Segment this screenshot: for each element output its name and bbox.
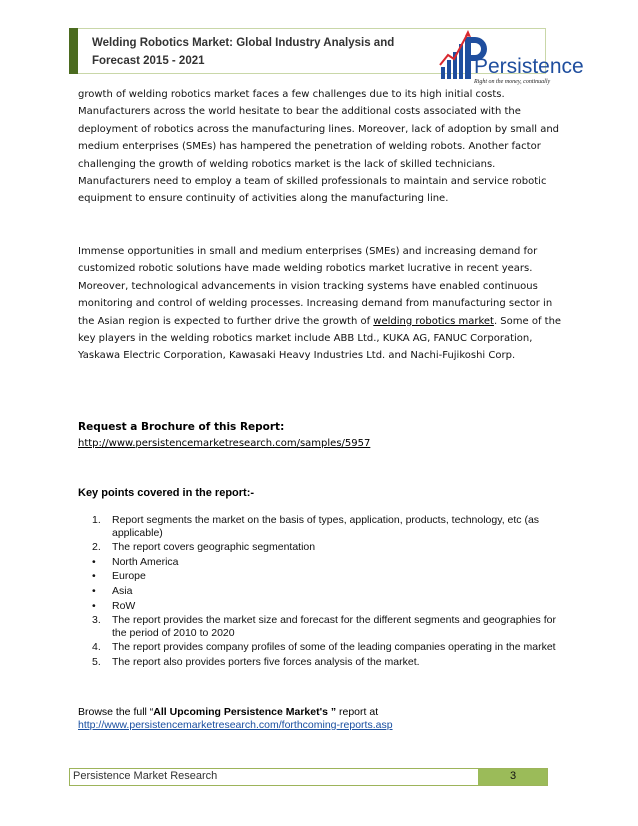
brochure-heading: Request a Brochure of this Report: (78, 421, 285, 433)
logo-wordmark: Persistence (474, 55, 584, 78)
welding-robotics-market-link[interactable]: welding robotics market (373, 315, 494, 327)
list-item-text: Report segments the market on the basis of types, application, products, technology, etc (as applicable) (112, 514, 540, 539)
list-marker: 3. (92, 614, 101, 627)
list-marker: • (92, 584, 96, 597)
list-marker: 4. (92, 641, 101, 654)
list-item (78, 514, 568, 539)
list-item-text: Asia (112, 584, 133, 597)
list-item (78, 541, 568, 554)
list-item (78, 585, 568, 598)
header-accent-bar (69, 28, 78, 74)
list-item-text: North America (112, 555, 179, 568)
paragraph-challenges: growth of welding robotics market faces a few challenges due to its high initial costs. Manufacturers across the world hesitate to bear the additional costs associated with the deployment of robotics across the manufacturing lines. Moreover, lack of adoption by small and medium enterprises (SMEs) has hampered the penetration of welding robots. Another factor challenging the growth of welding robotics market is the lack of skilled technicians. Manufacturers need to employ a team of skilled professionals to maintain and service robotic equipment to ensure continuity of activities along the manufacturing line. (78, 89, 560, 205)
list-item-text: The report covers geographic segmentation (112, 541, 316, 554)
list-item (78, 656, 568, 669)
key-points-list (78, 514, 568, 671)
list-marker: • (92, 570, 96, 583)
list-item (78, 641, 568, 654)
list-item (78, 614, 568, 639)
list-item-text: The report provides the market size and forecast for the different segments and geographies for the period of 2010 to 2020 (112, 614, 556, 639)
title-line-2: Forecast 2015 - 2021 (92, 55, 205, 67)
list-marker: • (92, 599, 96, 612)
brochure-link[interactable]: http://www.persistencemarketresearch.com/samples/5957 (78, 438, 371, 449)
list-marker: 2. (92, 541, 101, 554)
logo-tagline: Right on the money, continually (474, 79, 551, 85)
list-marker: 1. (92, 514, 101, 526)
paragraph-opportunities (78, 243, 568, 365)
paragraph2-text-before: Immense opportunities in small and medium enterprises (SMEs) and increasing demand for customized robotic solutions have made welding robotics market lucrative in recent years. Moreover, technological advancements in vision tracking systems have enabled continuous monitoring and control of welding processes. Increasing demand from manufacturing sector in the Asian region is expected to further drive the growth of (78, 246, 553, 327)
title-line-1: Welding Robotics Market: Global Industry Analysis and (92, 37, 395, 49)
browse-text (78, 706, 378, 719)
key-points-heading: Key points covered in the report:- (78, 487, 255, 499)
forthcoming-reports-link[interactable]: http://www.persistencemarketresearch.com/forthcoming-reports.asp (78, 719, 393, 731)
page-number: 3 (510, 770, 517, 782)
list-item (78, 570, 568, 583)
list-marker: 5. (92, 655, 101, 668)
page-title (92, 34, 412, 70)
list-item (78, 600, 568, 613)
list-item-text: Europe (112, 570, 146, 583)
browse-prefix: Browse the full “ (78, 706, 154, 718)
browse-suffix: report at (336, 706, 379, 718)
list-item-text: The report provides company profiles of some of the leading companies operating in the market (112, 641, 556, 654)
list-marker: • (92, 555, 96, 568)
list-item-text: The report also provides porters five forces analysis of the market. (112, 655, 420, 668)
paragraph2-text-after: . Some of the key players in the welding robotics market include ABB Ltd., KUKA AG, FANUC Corporation, Yaskawa Electric Corporation, Kawasaki Heavy Industries Ltd. and Nachi-Fujikoshi Corp. (78, 315, 562, 362)
footer-company: Persistence Market Research (73, 770, 218, 782)
browse-bold: All Upcoming Persistence Market's ” (153, 706, 337, 718)
list-item-text: RoW (112, 599, 136, 612)
list-item (78, 556, 568, 569)
